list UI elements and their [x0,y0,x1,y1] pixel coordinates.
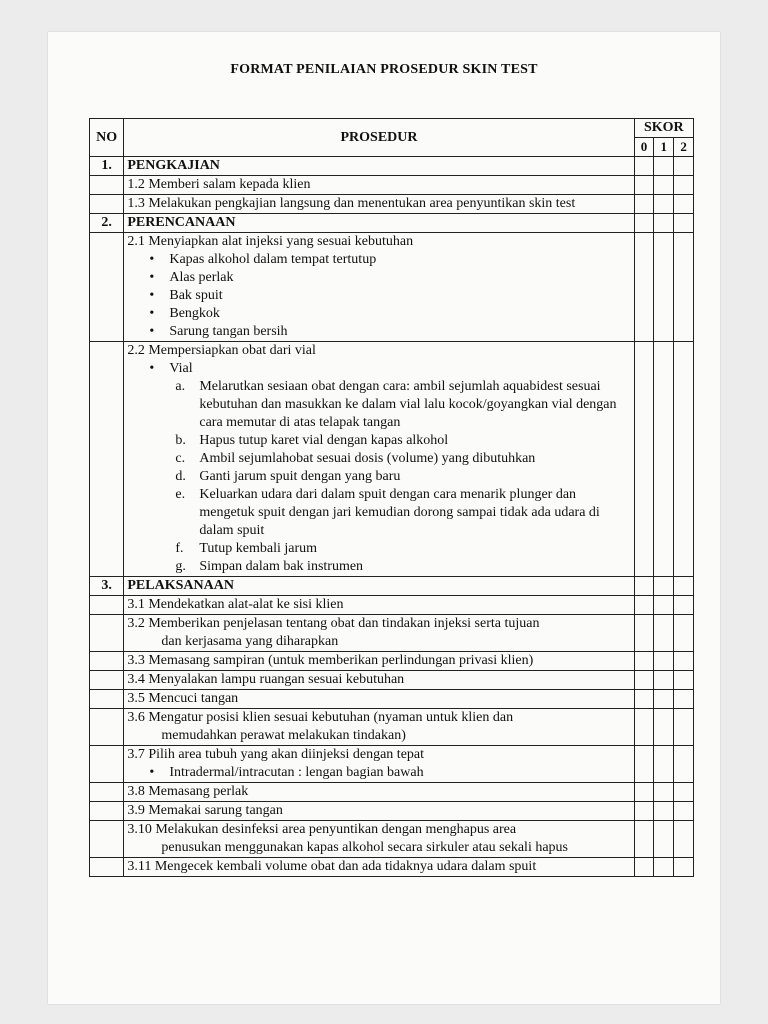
item-line-cont: memudahkan perawat melakukan tindakan) [161,728,406,743]
score-cell-0[interactable] [634,783,654,802]
procedure-item: 3.4 Menyalakan lampu ruangan sesuai kebutuhan [124,671,634,690]
step-marker: f. [175,541,184,556]
table-row [90,342,694,577]
score-cell-1[interactable] [654,858,674,877]
step-text: Ambil sejumlahobat sesuai dosis (volume) yang dibutuhkan [199,451,536,466]
list-item: • Bak spuit [127,287,630,305]
procedure-item [124,233,634,342]
document-title: FORMAT PENILAIAN PROSEDUR SKIN TEST [230,62,538,77]
step-a [127,378,630,432]
score-cell-0[interactable] [634,802,654,821]
number-cell [90,652,124,671]
number-cell [90,783,124,802]
section-number: 2. [90,214,124,233]
step-text: Keluarkan udara dari dalam spuit dengan cara menarik plunger dan mengetuk spuit dengan jari kemudian dorong sampai tidak ada udara di dalam spuit [199,487,600,538]
procedure-item [124,709,634,746]
section-title: PELAKSANAAN [124,577,634,596]
score-cell-1[interactable] [654,783,674,802]
score-cell-1[interactable] [654,709,674,746]
score-cell-0[interactable] [634,821,654,858]
score-cell-0[interactable] [634,652,654,671]
step-text: Hapus tutup karet vial dengan kapas alkohol [199,433,449,448]
procedure-item: 3.8 Memasang perlak [124,783,634,802]
step-text: Melarutkan sesiaan obat dengan cara: ambil sejumlah aquabidest sesuai kebutuhan dan masukkan ke dalam vial lalu kocok/goyangkan vial dengan cara memutar di atas telapak tangan [199,379,617,430]
number-cell [90,821,124,858]
score-cell-0[interactable] [634,577,654,596]
score-cell-2[interactable] [674,709,694,746]
header-row [90,119,694,138]
procedure-item [124,342,634,577]
header-skor: SKOR [634,119,693,138]
table-row [90,615,694,652]
step-marker: d. [175,469,186,484]
score-cell-0[interactable] [634,671,654,690]
section-title: PERENCANAAN [124,214,634,233]
step-marker: g. [175,559,186,574]
score-cell-1[interactable] [654,746,674,783]
score-cell-1[interactable] [654,821,674,858]
procedure-item: 3.3 Memasang sampiran (untuk memberikan perlindungan privasi klien) [124,652,634,671]
score-cell-2[interactable] [674,577,694,596]
number-cell [90,342,124,577]
score-cell-2[interactable] [674,671,694,690]
header-prosedur: PROSEDUR [124,119,634,157]
step-e [127,486,630,540]
number-cell [90,615,124,652]
header-no: NO [90,119,124,157]
score-cell-2[interactable] [674,615,694,652]
score-cell-0[interactable] [634,157,654,176]
step-marker: b. [175,433,186,448]
item-heading: 3.7 Pilih area tubuh yang akan diinjeksi dengan tepat [127,747,425,762]
score-cell-2[interactable] [674,233,694,342]
section-row [90,214,694,233]
procedure-item: 1.3 Melakukan pengkajian langsung dan menentukan area penyuntikan skin test [124,195,634,214]
section-number: 3. [90,577,124,596]
header-score-0: 0 [634,138,654,157]
header-score-1: 1 [654,138,674,157]
procedure-item: 3.9 Memakai sarung tangan [124,802,634,821]
score-cell-1[interactable] [654,577,674,596]
number-cell [90,233,124,342]
section-title: PENGKAJIAN [124,157,634,176]
step-g [127,558,630,576]
score-cell-2[interactable] [674,176,694,195]
score-cell-0[interactable] [634,214,654,233]
item-line-cont: penusukan menggunakan kapas alkohol secara sirkuler atau sekali hapus [161,840,569,855]
item-heading: 2.1 Menyiapkan alat injeksi yang sesuai kebutuhan [127,234,414,249]
step-text: Tutup kembali jarum [199,541,318,556]
score-cell-1[interactable] [654,176,674,195]
item-heading: 2.2 Mempersiapkan obat dari vial [127,343,316,358]
score-cell-0[interactable] [634,746,654,783]
score-cell-1[interactable] [654,233,674,342]
table-row [90,746,694,783]
score-cell-2[interactable] [674,783,694,802]
score-cell-0[interactable] [634,615,654,652]
score-cell-1[interactable] [654,802,674,821]
table-row [90,821,694,858]
score-cell-2[interactable] [674,802,694,821]
table-row [90,233,694,342]
score-cell-0[interactable] [634,690,654,709]
list-item: • Kapas alkohol dalam tempat tertutup [127,251,630,269]
number-cell [90,176,124,195]
list-item: • Alas perlak [127,269,630,287]
step-text: Ganti jarum spuit dengan yang baru [199,469,401,484]
section-row [90,157,694,176]
number-cell [90,671,124,690]
score-cell-2[interactable] [674,214,694,233]
table-row [90,176,694,195]
step-text: Simpan dalam bak instrumen [199,559,364,574]
score-cell-0[interactable] [634,709,654,746]
score-cell-0[interactable] [634,596,654,615]
number-cell [90,596,124,615]
score-cell-1[interactable] [654,596,674,615]
score-cell-1[interactable] [654,690,674,709]
score-cell-1[interactable] [654,671,674,690]
score-cell-0[interactable] [634,342,654,577]
table-row [90,652,694,671]
item-line: 3.10 Melakukan desinfeksi area penyuntikan dengan menghapus area [127,822,517,837]
table-row [90,783,694,802]
number-cell [90,690,124,709]
score-cell-2[interactable] [674,821,694,858]
score-cell-1[interactable] [654,342,674,577]
table-row [90,709,694,746]
step-c [127,450,630,468]
procedure-item: 3.1 Mendekatkan alat-alat ke sisi klien [124,596,634,615]
score-cell-1[interactable] [654,652,674,671]
step-d [127,468,630,486]
score-cell-2[interactable] [674,690,694,709]
procedure-item: 3.5 Mencuci tangan [124,690,634,709]
score-cell-2[interactable] [674,596,694,615]
assessment-table [89,118,694,877]
score-cell-2[interactable] [674,342,694,577]
score-cell-1[interactable] [654,615,674,652]
item-line: 3.6 Mengatur posisi klien sesuai kebutuhan (nyaman untuk klien dan [127,710,514,725]
number-cell [90,858,124,877]
procedure-item: 1.2 Memberi salam kepada klien [124,176,634,195]
item-line: 3.2 Memberikan penjelasan tentang obat dan tindakan injeksi serta tujuan [127,616,540,631]
score-cell-1[interactable] [654,195,674,214]
score-cell-1[interactable] [654,214,674,233]
procedure-item [124,821,634,858]
score-cell-2[interactable] [674,858,694,877]
table-row [90,858,694,877]
procedure-item [124,615,634,652]
step-marker: a. [175,379,186,394]
section-number: 1. [90,157,124,176]
score-cell-2[interactable] [674,157,694,176]
number-cell [90,802,124,821]
list-item: • Bengkok [127,305,630,323]
step-b [127,432,630,450]
table-row [90,596,694,615]
score-cell-0[interactable] [634,233,654,342]
score-cell-2[interactable] [674,746,694,783]
procedure-item: 3.11 Mengecek kembali volume obat dan ada tidaknya udara dalam spuit [124,858,634,877]
list-item: • Sarung tangan bersih [127,323,630,341]
table-row [90,802,694,821]
score-cell-2[interactable] [674,195,694,214]
table-row [90,671,694,690]
number-cell [90,709,124,746]
step-f [127,540,630,558]
table-row [90,195,694,214]
score-cell-0[interactable] [634,176,654,195]
score-cell-1[interactable] [654,157,674,176]
step-marker: c. [175,451,186,466]
procedure-item [124,746,634,783]
section-row [90,577,694,596]
list-item: • Intradermal/intracutan : lengan bagian bawah [127,764,630,782]
step-marker: e. [175,487,186,502]
table-row [90,690,694,709]
score-cell-2[interactable] [674,652,694,671]
score-cell-0[interactable] [634,195,654,214]
list-item: • Vial [127,360,630,378]
item-line-cont: dan kerjasama yang diharapkan [161,634,339,649]
score-cell-0[interactable] [634,858,654,877]
header-score-2: 2 [674,138,694,157]
number-cell [90,195,124,214]
number-cell [90,746,124,783]
